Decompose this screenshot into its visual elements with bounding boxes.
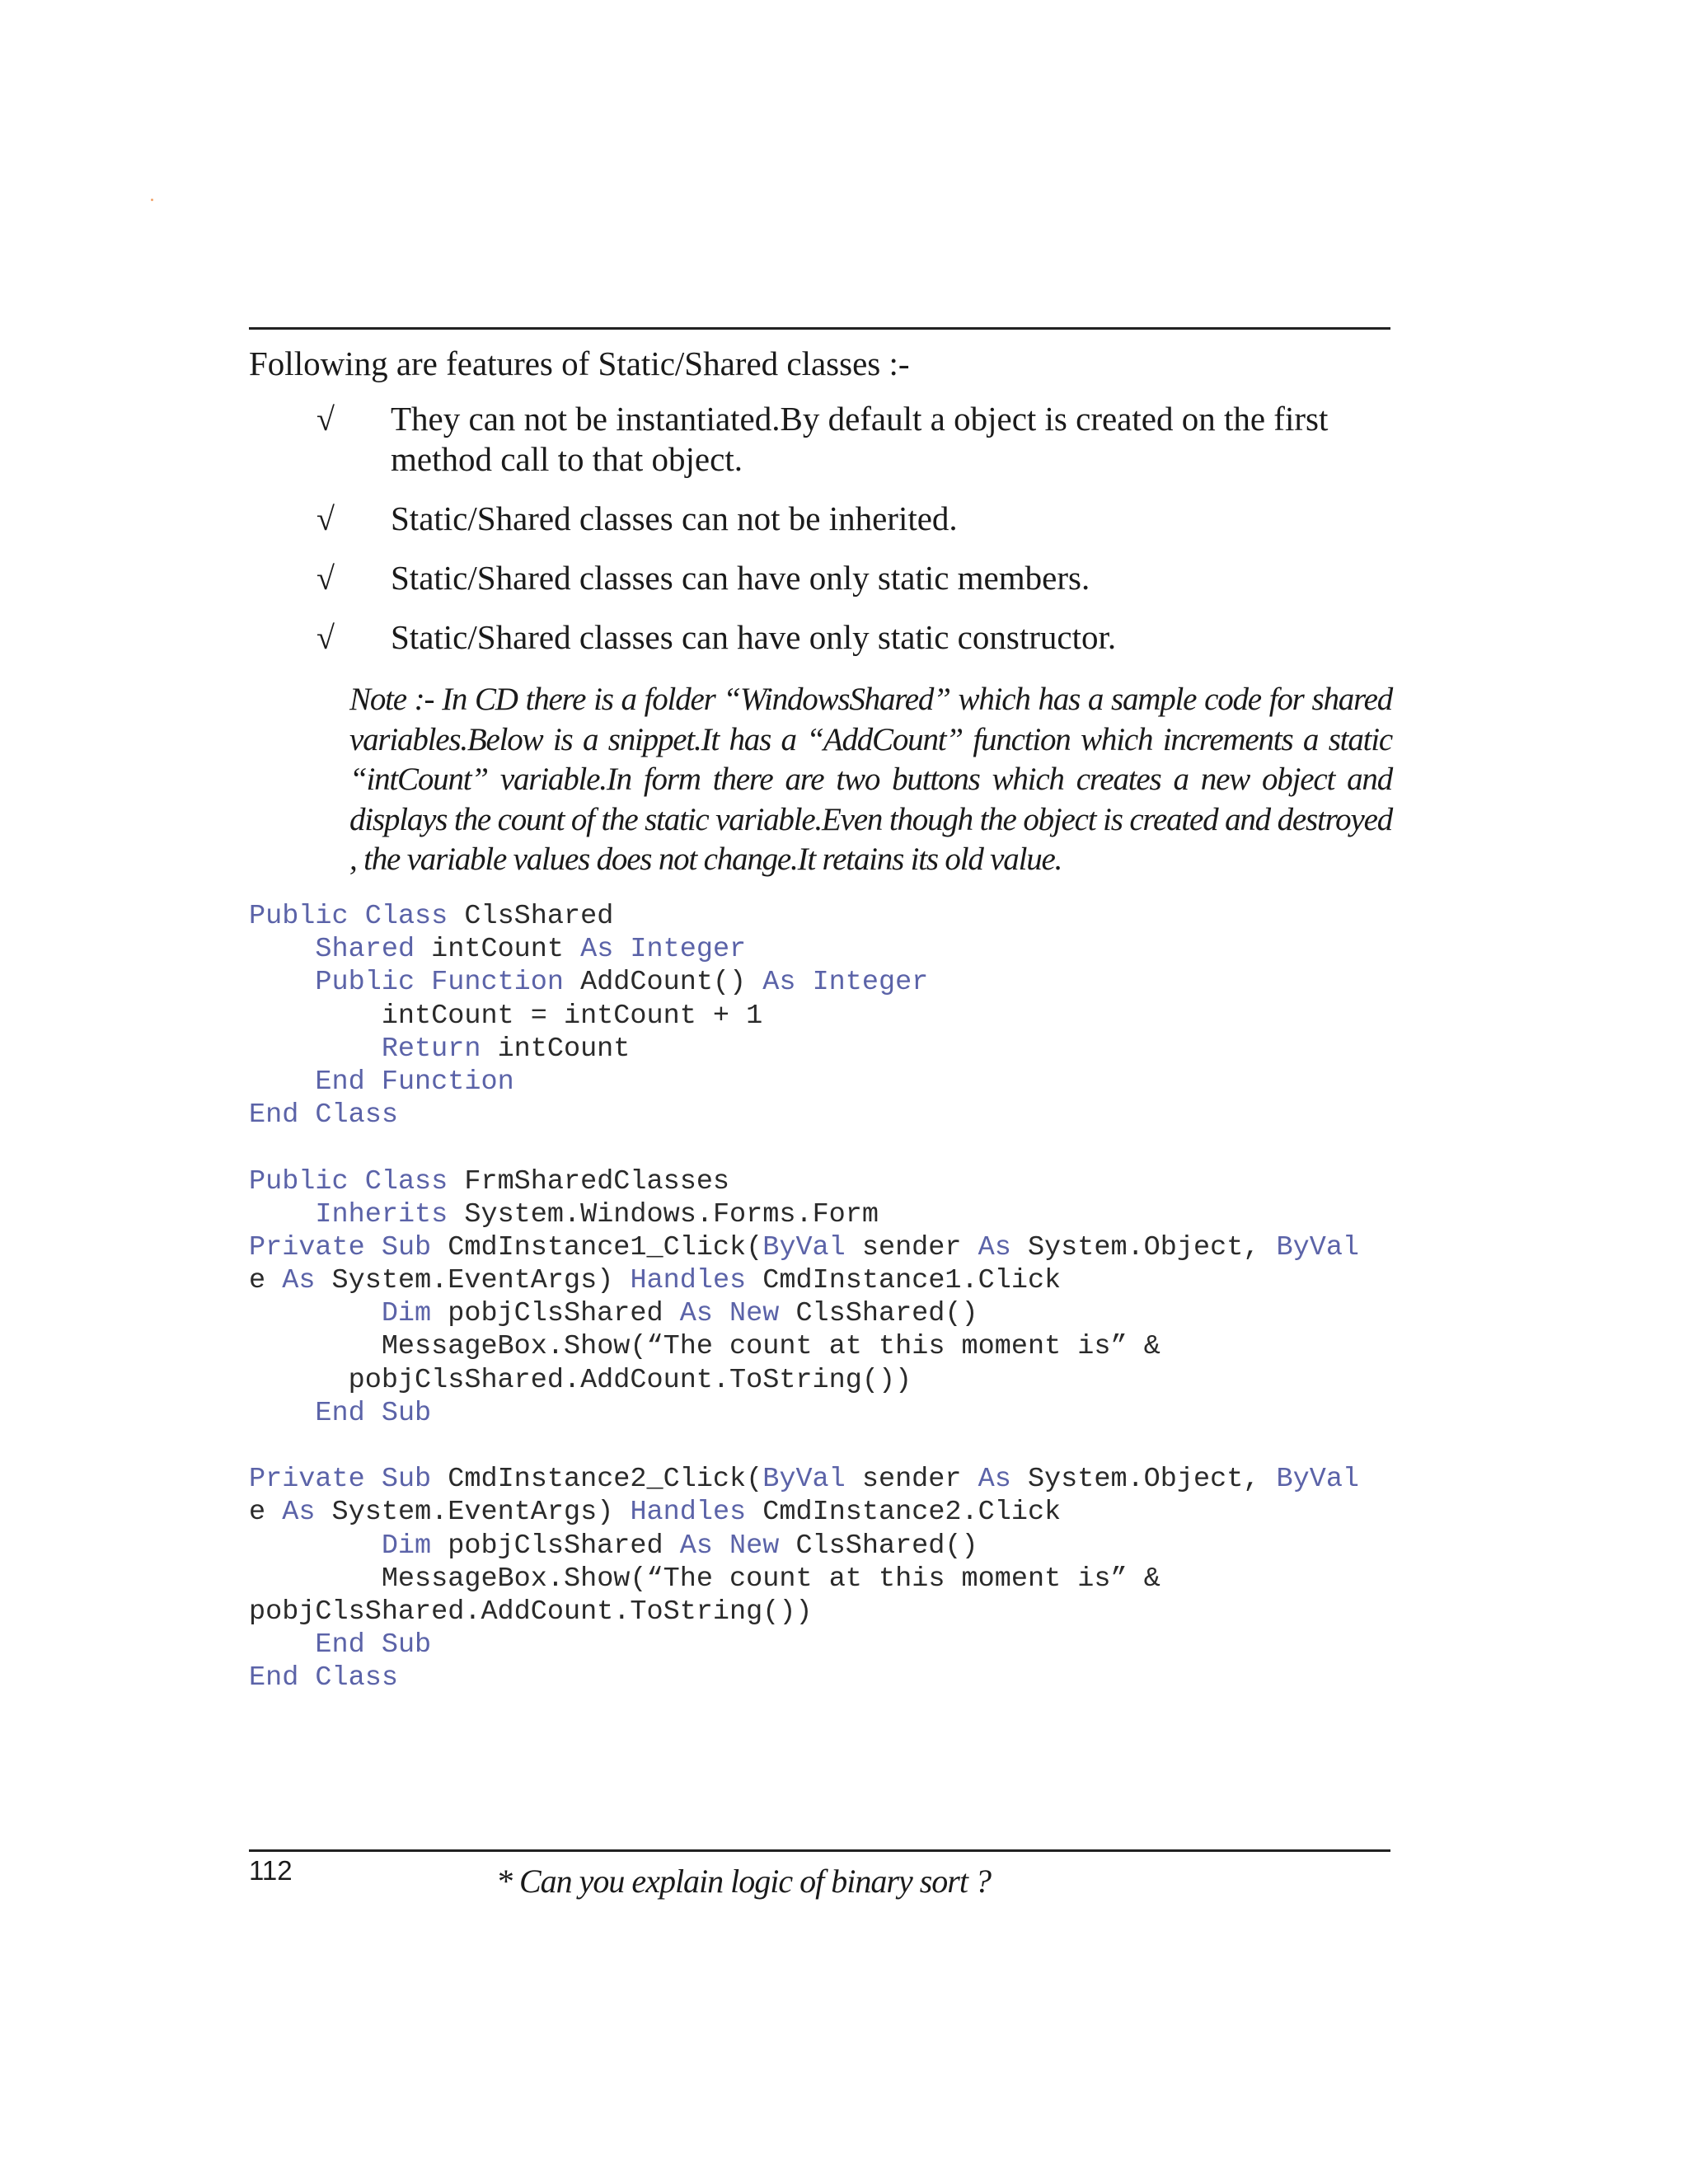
code-keyword: As: [762, 967, 796, 999]
code-line: [249, 1099, 1359, 1132]
feature-item: [249, 399, 1390, 480]
feature-text: Static/Shared classes can have only static constructor.: [391, 618, 1117, 656]
code-keyword: Function: [381, 1066, 514, 1098]
check-icon: √: [316, 619, 335, 656]
code-line: Dim pobjClsShared As New ClsShared(): [381, 1298, 978, 1330]
code-keyword: ByVal: [762, 1464, 846, 1496]
code-line: Shared intCount As Integer: [315, 934, 747, 966]
check-icon: √: [316, 500, 335, 537]
header-rule: [249, 327, 1390, 330]
feature-text: They can not be instantiated.By default a object is created on the first method call to that object.: [391, 400, 1329, 478]
feature-text: Static/Shared classes can have only static members.: [391, 559, 1090, 597]
footer-question: * Can you explain logic of binary sort ?: [496, 1863, 991, 1900]
code-line: [249, 1661, 1359, 1694]
code-keyword: Public: [315, 967, 415, 999]
code-keyword: Integer: [812, 967, 929, 999]
code-keyword: As: [978, 1464, 1011, 1496]
code-line: pobjClsShared.AddCount.ToString()): [249, 1596, 813, 1628]
code-keyword: New: [729, 1530, 780, 1562]
code-keyword: Private: [249, 1231, 365, 1263]
code-keyword: End: [249, 1662, 299, 1694]
code-line: Dim pobjClsShared As New ClsShared(): [381, 1530, 978, 1562]
code-keyword: Dim: [381, 1298, 432, 1330]
code-keyword: As: [679, 1530, 713, 1562]
code-keyword: ByVal: [762, 1231, 846, 1263]
feature-item: [249, 617, 1390, 658]
code-keyword: ByVal: [1276, 1464, 1360, 1496]
check-icon: √: [316, 560, 335, 597]
code-keyword: As: [978, 1231, 1011, 1263]
code-keyword: End: [315, 1397, 365, 1429]
check-icon: √: [316, 401, 335, 438]
feature-text: Static/Shared classes can not be inherited.: [391, 499, 958, 537]
code-keyword: Sub: [381, 1397, 432, 1429]
code-keyword: End: [315, 1629, 365, 1661]
code-keyword: Private: [249, 1464, 365, 1496]
code-line: Return intCount: [381, 1033, 631, 1065]
code-keyword: Dim: [381, 1530, 432, 1562]
code-line: [249, 1629, 1359, 1661]
code-keyword: Shared: [315, 934, 415, 966]
feature-item: [249, 558, 1390, 598]
code-keyword: Integer: [630, 934, 747, 966]
code-keyword: Class: [364, 1165, 448, 1197]
code-line: Public Class ClsShared: [249, 901, 614, 932]
code-keyword: Handles: [630, 1265, 747, 1297]
code-line: [249, 1430, 1359, 1463]
feature-list: [249, 399, 1390, 677]
code-keyword: As: [282, 1265, 316, 1297]
code-line: e As System.EventArgs) Handles CmdInstance1.Click: [249, 1265, 1062, 1297]
code-line: Public Function AddCount() As Integer: [315, 967, 929, 999]
code-keyword: ByVal: [1276, 1231, 1360, 1263]
code-line: pobjClsShared.AddCount.ToString()): [348, 1364, 912, 1396]
stray-dot: [151, 199, 153, 201]
code-keyword: Sub: [381, 1231, 432, 1263]
code-keyword: End: [315, 1066, 365, 1098]
code-keyword: Inherits: [315, 1198, 448, 1230]
code-keyword: Public: [249, 1165, 349, 1197]
code-line: MessageBox.Show(“The count at this moment is” &: [381, 1563, 1160, 1595]
code-keyword: End: [249, 1099, 299, 1132]
code-keyword: Function: [431, 967, 564, 999]
code-keyword: Return: [381, 1033, 481, 1065]
code-line: intCount = intCount + 1: [381, 1000, 763, 1032]
code-keyword: As: [679, 1298, 713, 1330]
code-keyword: Sub: [381, 1464, 432, 1496]
code-line: e As System.EventArgs) Handles CmdInstance2.Click: [249, 1497, 1062, 1529]
code-line: [249, 1132, 1359, 1165]
code-line: MessageBox.Show(“The count at this moment is” &: [381, 1331, 1160, 1363]
code-keyword: New: [729, 1298, 780, 1330]
page-number: 112: [249, 1855, 293, 1886]
feature-item: [249, 499, 1390, 539]
code-keyword: Class: [364, 901, 448, 932]
code-line: Private Sub CmdInstance2_Click(ByVal sender As System.Object, ByVal: [249, 1464, 1360, 1496]
code-line: [249, 1397, 1359, 1430]
note-paragraph: Note :- In CD there is a folder “WindowsShared” which has a sample code for shared variables.Below is a snippet.It has a “AddCount” function which increments a static “intCount” variable.In form there are two buttons which creates a new object and displays the count of the static variable.Even though the object is created and destroyed , the variable values does not change.It retains its old value.: [349, 682, 1392, 877]
intro-text: Following are features of Static/Shared classes :-: [249, 344, 910, 382]
code-keyword: Handles: [630, 1497, 747, 1529]
code-line: Private Sub CmdInstance1_Click(ByVal sender As System.Object, ByVal: [249, 1231, 1360, 1263]
code-keyword: As: [580, 934, 614, 966]
code-keyword: Sub: [381, 1629, 432, 1661]
code-listing: [249, 900, 1359, 1695]
code-keyword: Class: [315, 1099, 398, 1132]
footer-rule: [249, 1849, 1390, 1852]
code-keyword: As: [282, 1497, 316, 1529]
code-line: Inherits System.Windows.Forms.Form: [315, 1198, 879, 1230]
code-keyword: Public: [249, 901, 349, 932]
code-keyword: Class: [315, 1662, 398, 1694]
code-line: [249, 1066, 1359, 1099]
code-line: Public Class FrmSharedClasses: [249, 1165, 730, 1197]
